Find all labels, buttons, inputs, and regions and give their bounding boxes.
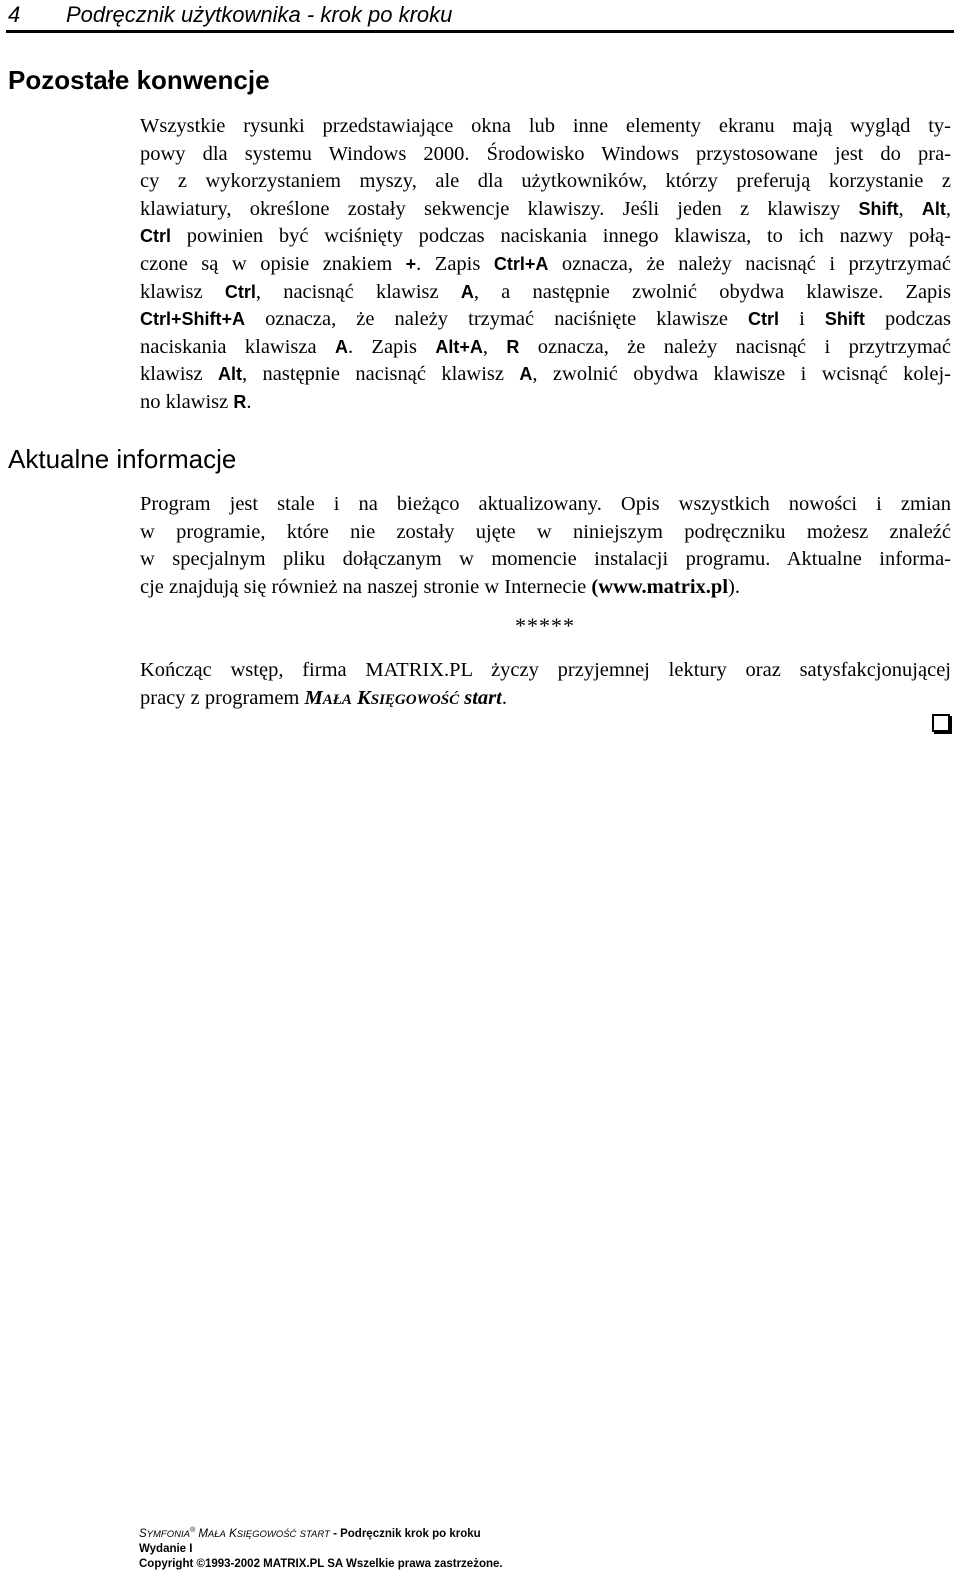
key-name: Alt+A bbox=[435, 336, 483, 357]
conventions-paragraph bbox=[140, 113, 951, 417]
footer-copyright: Copyright ©1993-2002 MATRIX.PL SA Wszelkie prawa zastrzeżone. bbox=[139, 1557, 503, 1570]
section-heading-updates: Aktualne informacje bbox=[8, 444, 237, 474]
key-name: Shift bbox=[824, 309, 865, 330]
website-link[interactable]: (www.matrix.pl bbox=[591, 575, 729, 598]
end-of-section-box-icon bbox=[932, 714, 950, 732]
text-line: klawisz Alt, następnie nacisnąć klawisz A, zwolnić obydwa klawisze i wcisnąć kolej- bbox=[140, 363, 951, 386]
key-name: Ctrl bbox=[748, 309, 780, 330]
key-name: R bbox=[506, 336, 520, 357]
key-name: R bbox=[233, 391, 247, 412]
closing-paragraph bbox=[140, 657, 951, 714]
section-heading-conventions: Pozostałe konwencje bbox=[8, 65, 270, 95]
text-line: klawisz Ctrl, nacisnąć klawisz A, a następnie zwolnić obydwa klawisze. Zapis bbox=[140, 280, 951, 303]
text-line: klawiatury, określone zostały sekwencje klawiszy. Jeśli jeden z klawiszy Shift, Alt, bbox=[140, 197, 952, 220]
text-line: no klawisz R. bbox=[140, 390, 252, 413]
key-name: Ctrl+Shift+A bbox=[140, 309, 246, 330]
text-line: Ctrl+Shift+A oznacza, że należy trzymać naciśnięte klawisze Ctrl i Shift podczas bbox=[140, 308, 951, 331]
key-name: Alt bbox=[218, 364, 243, 385]
text-line: w programie, które nie zostały ujęte w niniejszym podręczniku możesz znaleźć bbox=[140, 520, 951, 543]
key-name: A bbox=[519, 364, 533, 385]
key-name: A bbox=[460, 281, 474, 302]
product-name: MAŁA KSIĘGOWOŚĆ start bbox=[304, 686, 502, 709]
key-name: Shift bbox=[858, 198, 899, 219]
key-name: + bbox=[405, 253, 417, 274]
text-line: pracy z programem MAŁA KSIĘGOWOŚĆ start. bbox=[140, 686, 507, 709]
page-header bbox=[6, 0, 954, 33]
header-title: Podręcznik użytkownika - krok po kroku bbox=[66, 2, 453, 27]
updates-paragraph bbox=[140, 491, 951, 601]
footer-edition: Wydanie I bbox=[139, 1542, 193, 1555]
text-line: Program jest stale i na bieżąco aktualizowany. Opis wszystkich nowości i zmian bbox=[140, 493, 951, 515]
text-line: Kończąc wstęp, firma MATRIX.PL życzy przyjemnej lektury oraz satysfakcjonującej bbox=[140, 659, 951, 681]
text-line: czone są w opisie znakiem +. Zapis Ctrl+A oznacza, że należy nacisnąć i przytrzymać bbox=[140, 252, 951, 275]
text-line: Ctrl powinien być wciśnięty podczas naciskania innego klawisza, to ich nazwy połą- bbox=[140, 225, 951, 248]
page-number: 4 bbox=[8, 2, 21, 27]
key-name: A bbox=[334, 336, 348, 357]
key-name: Ctrl bbox=[140, 226, 171, 247]
key-name: Alt bbox=[921, 198, 946, 219]
text-line: Wszystkie rysunki przedstawiające okna lub inne elementy ekranu mają wygląd ty- bbox=[140, 115, 951, 137]
text-line: cy z wykorzystaniem myszy, ale dla użytkowników, którzy preferują korzystanie z bbox=[140, 170, 951, 193]
page-footer bbox=[139, 1523, 503, 1572]
text-line: naciskania klawisza A. Zapis Alt+A, R oznacza, że należy nacisnąć i przytrzymać bbox=[140, 335, 952, 358]
text-line: cje znajdują się również na naszej stronie w Internecie (www.matrix.pl). bbox=[140, 575, 740, 598]
separator-stars: ***** bbox=[515, 613, 575, 638]
text-line: w specjalnym pliku dołączanym w momencie instalacji programu. Aktualne informa- bbox=[140, 548, 951, 571]
key-name: Ctrl+A bbox=[493, 253, 549, 274]
key-name: Ctrl bbox=[224, 281, 256, 302]
text-line: powy dla systemu Windows 2000. Środowisko Windows przystosowane jest do pra- bbox=[140, 142, 951, 165]
footer-title: SYMFONIA® MAŁA KSIĘGOWOŚĆ START - Podręcznik krok po kroku bbox=[139, 1527, 481, 1540]
